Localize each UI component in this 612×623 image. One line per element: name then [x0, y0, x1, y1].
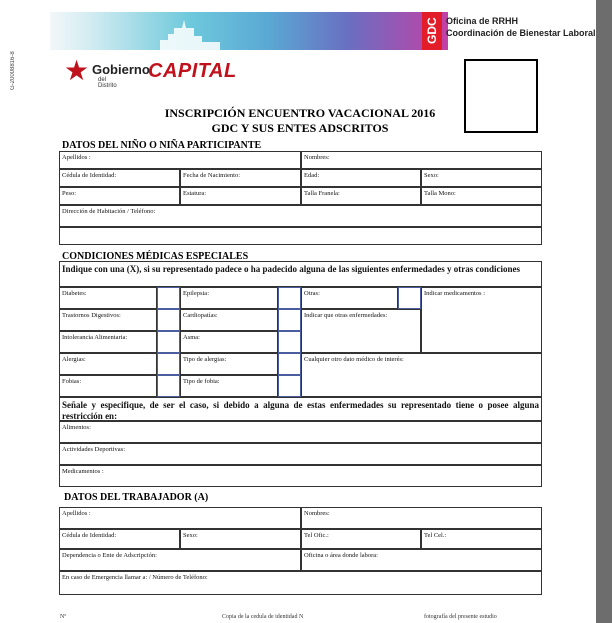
cardiopatias-label: Cardiopatías:	[180, 309, 278, 331]
office-line-2: Coordinación de Bienestar Laboral	[446, 28, 596, 38]
worker-emergencia-field[interactable]: En caso de Emergencia llamar a: / Número de Teléfono:	[59, 571, 542, 595]
fobias-label: Fobias:	[59, 375, 157, 397]
indicar-otras-field[interactable]: Indicar que otras enfermedades:	[301, 309, 421, 353]
worker-tel-cel-field[interactable]: Tel Cel.:	[421, 529, 542, 549]
tipo-alergias-checkbox[interactable]	[278, 353, 301, 375]
footer-right: fotografía del presente estudio	[424, 614, 497, 620]
restriction-prompt: Señale y especifique, de ser el caso, si debido a alguna de estas enfermedades su representado tiene o posee alguna restricción en:	[59, 397, 542, 421]
child-section-heading: DATOS DEL NIÑO O NIÑA PARTICIPANTE	[62, 140, 262, 151]
fobias-checkbox[interactable]	[157, 375, 180, 397]
worker-section-heading: DATOS DEL TRABAJADOR (A)	[64, 492, 209, 503]
indicar-medicamentos-field[interactable]: Indicar medicamentos :	[421, 287, 542, 353]
office-line-1: Oficina de RRHH	[446, 16, 519, 26]
trastornos-label: Trastornos Digestivos:	[59, 309, 157, 331]
worker-tel-ofic-field[interactable]: Tel Ofic.:	[301, 529, 421, 549]
header-banner	[50, 12, 448, 50]
otras-checkbox[interactable]	[398, 287, 421, 309]
office-label	[446, 15, 596, 39]
asma-label: Asma:	[180, 331, 278, 353]
child-direccion-field[interactable]: Dirección de Habitación / Teléfono:	[59, 205, 542, 227]
worker-dependencia-field[interactable]: Dependencia o Ente de Adscripción:	[59, 549, 301, 571]
otras-label: Otras:	[301, 287, 398, 309]
child-sexo-field[interactable]: Sexo:	[421, 169, 542, 187]
form-title-line-2: GDC Y SUS ENTES ADSCRITOS	[211, 121, 389, 135]
worker-sexo-field[interactable]: Sexo:	[180, 529, 301, 549]
logo-gobierno: Gobierno	[92, 62, 150, 77]
medical-instruction: Indique con una (X), si su representado padece o ha padecido alguna de las siguientes enfermedades y otras condiciones	[59, 261, 542, 287]
child-direccion-line-2[interactable]	[59, 227, 542, 245]
child-fecha-nac-field[interactable]: Fecha de Nacimiento:	[180, 169, 301, 187]
epilepsia-label: Epilepsia:	[180, 287, 278, 309]
tipo-fobia-label: Tipo de fobia:	[180, 375, 278, 397]
worker-cedula-field[interactable]: Cédula de Identidad:	[59, 529, 180, 549]
skyline-icon	[160, 18, 220, 50]
diabetes-label: Diabetes:	[59, 287, 157, 309]
child-peso-field[interactable]: Peso:	[59, 187, 180, 205]
side-code: G-20008816-8	[10, 51, 16, 90]
epilepsia-checkbox[interactable]	[278, 287, 301, 309]
medical-section-heading: CONDICIONES MÉDICAS ESPECIALES	[62, 251, 249, 262]
child-estatura-field[interactable]: Estatura:	[180, 187, 301, 205]
worker-apellidos-field[interactable]: Apellidos :	[59, 507, 301, 529]
diabetes-checkbox[interactable]	[157, 287, 180, 309]
gdc-badge: GDC	[422, 12, 442, 50]
child-nombres-field[interactable]: Nombres:	[301, 151, 542, 169]
logo-distrito: del Distrito	[98, 77, 117, 89]
form-title-line-1: INSCRIPCIÓN ENCUENTRO VACACIONAL 2016	[164, 106, 436, 120]
child-cedula-field[interactable]: Cédula de Identidad:	[59, 169, 180, 187]
child-talla-franela-field[interactable]: Talla Franela:	[301, 187, 421, 205]
cardiopatias-checkbox[interactable]	[278, 309, 301, 331]
worker-nombres-field[interactable]: Nombres:	[301, 507, 542, 529]
footer-middle: Copia de la cedula de identidad N	[222, 614, 304, 620]
footer-left: Nº	[60, 614, 67, 620]
star-icon: ★	[64, 56, 90, 87]
trastornos-checkbox[interactable]	[157, 309, 180, 331]
intolerancia-checkbox[interactable]	[157, 331, 180, 353]
medicamentos-field[interactable]: Medicamentos :	[59, 465, 542, 487]
child-edad-field[interactable]: Edad:	[301, 169, 421, 187]
child-talla-mono-field[interactable]: Talla Mono:	[421, 187, 542, 205]
tipo-fobia-checkbox[interactable]	[278, 375, 301, 397]
worker-oficina-field[interactable]: Oficina o área donde labora:	[301, 549, 542, 571]
intolerancia-label: Intolerancia Alimentaria:	[59, 331, 157, 353]
asma-checkbox[interactable]	[278, 331, 301, 353]
logo-capital: CAPITAL	[148, 60, 237, 82]
otro-dato-medico-field[interactable]: Cualquier otro dato médico de interés:	[301, 353, 542, 397]
actividades-field[interactable]: Actividades Deportivas:	[59, 443, 542, 465]
tipo-alergias-label: Tipo de alergias:	[180, 353, 278, 375]
alimentos-field[interactable]: Alimentos:	[59, 421, 542, 443]
alergias-label: Alergias:	[59, 353, 157, 375]
child-apellidos-field[interactable]: Apellidos :	[59, 151, 301, 169]
alergias-checkbox[interactable]	[157, 353, 180, 375]
